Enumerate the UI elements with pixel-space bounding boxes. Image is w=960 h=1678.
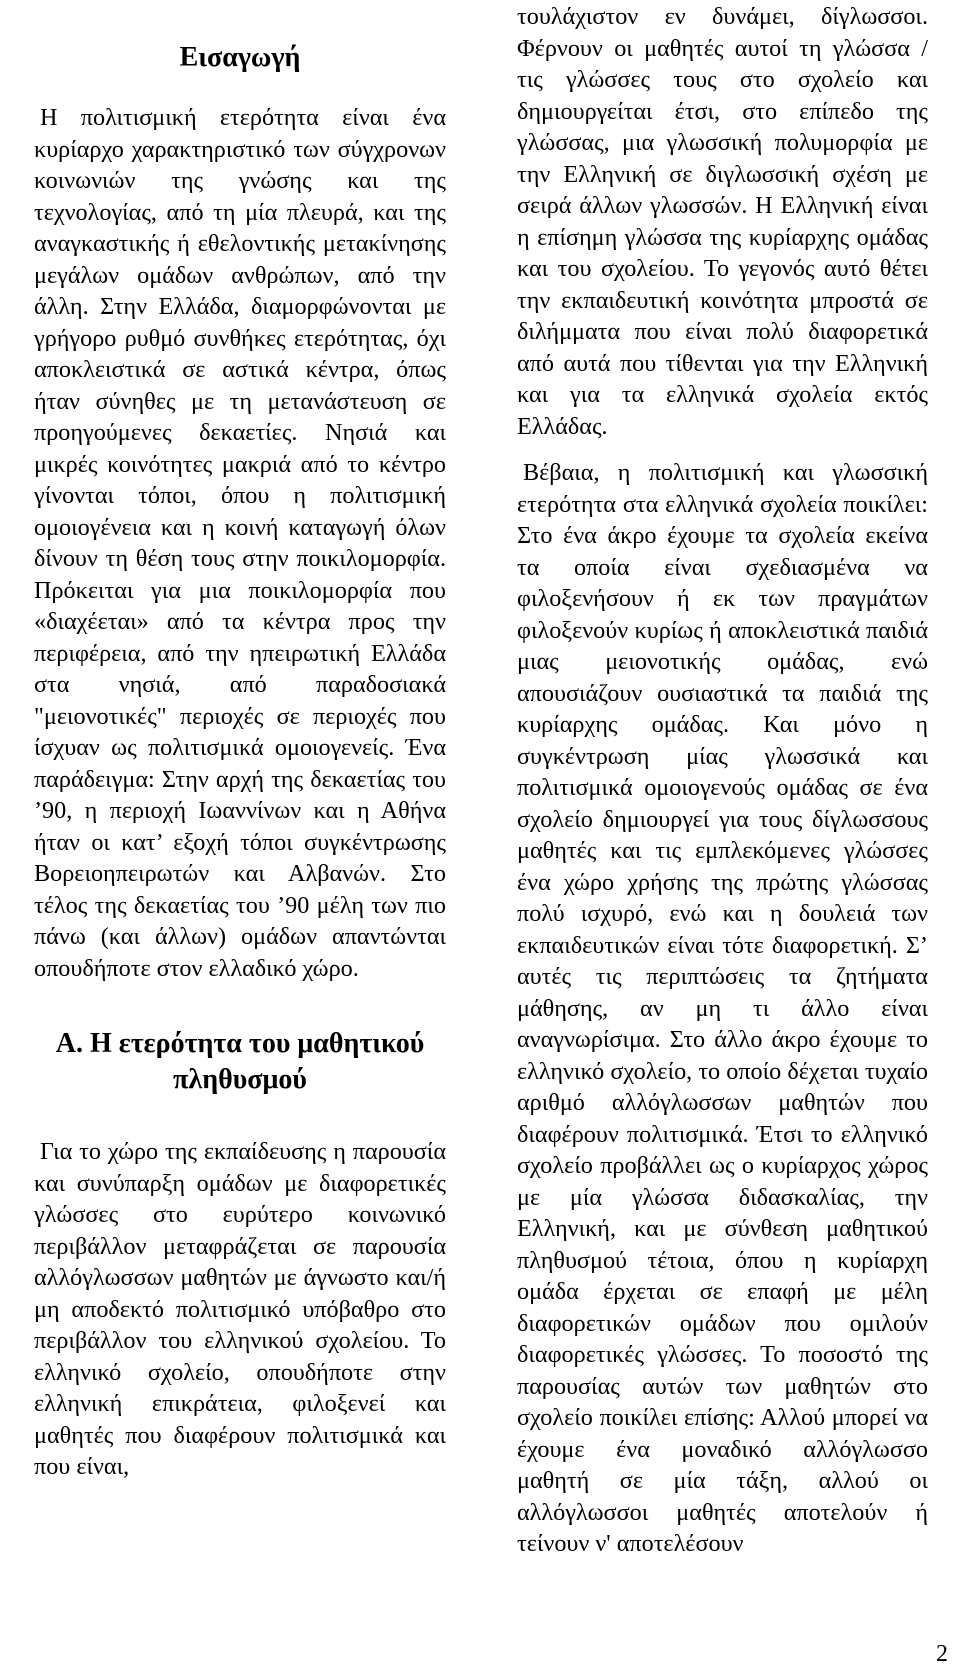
diversity-paragraph: Βέβαια, η πολιτισμική και γλωσσική ετερότητα στα ελληνικά σχολεία ποικίλει: Στο ένα άκρο έχουμε τα σχολεία εκείνα τα οποία είναι σχεδιασμένα να φιλοξενήσουν ή εκ των πραγμάτων φιλοξενούν κυρίως ή αποκλειστικά παιδιά μιας μειονοτικής ομάδας, ενώ απουσιάζουν ουσιαστικά τα παιδιά της κυρίαρχης ομάδας. Και μόνο η συγκέντρωση μίας γλωσσικά και πολιτισμικά ομοιογενούς ομάδας σε ένα σχολείο δημιουργεί για τους δίγλωσσους μαθητές και τις εμπλεκόμενες γλώσσες ένα χώρο χρήσης της πρώτης γλώσσας πολύ ισχυρό, ενώ και η δουλειά των εκπαιδευτικών είναι τότε διαφορετική. Σ’ αυτές τις περιπτώσεις τα ζητήματα μάθησης, αν μη τι άλλο είναι αναγνωρίσιμα. Στο άλλο άκρο έχουμε το ελληνικό σχολείο, το οποίο δέχεται τυχαίο αριθμό αλλόγλωσσων μαθητών που διαφέρουν πολιτισμικά. Έτσι το ελληνικό σχολείο προβάλλει ως ο κυρίαρχος χώρος με μία γλώσσα διδασκαλίας, την Ελληνική, και με σύνθεση μαθητικού πληθυσμού τέτοια, όπου η κυρίαρχη ομάδα έρχεται σε επαφή με μέλη διαφορετικών ομάδων που ομιλούν διαφορετικές γλώσσες. Το ποσοστό της παρουσίας αυτών των μαθητών στο σχολείο ποικίλει επίσης: Αλλού μπορεί να έχουμε ένα μοναδικό αλλόγλωσσο μαθητή σε μία τάξη, αλλού οι αλλόγλωσσοι μαθητές αποτελούν ή τείνουν ν' αποτελέσουν [517, 459, 928, 1557]
introduction-paragraph: Η πολιτισμική ετερότητα είναι ένα κυρίαρχο χαρακτηριστικό των σύγχρονων κοινωνιών της γνώσης και της τεχνολογίας, από τη μία πλευρά, και της αναγκαστικής ή εθελοντικής μετακίνησης μεγάλων ομάδων ανθρώπων, από την άλλη. Στην Ελλάδα, διαμορφώνονται με γρήγορο ρυθμό συνθήκες ετερότητας, όχι αποκλειστικά σε αστικά κέντρα, όπως ήταν σύνηθες με τη μετανάστευση σε προηγούμενες δεκαετίες. Νησιά και μικρές κοινότητες μακριά από το κέντρο γίνονται τόποι, όπου η πολιτισμική ομοιογένεια και η κοινή καταγωγή όλων δίνουν τη θέση τους στην ποικιλομορφία. Πρόκειται για μια ποικιλομορφία που «διαχέεται» από τα κέντρα προς την περιφέρεια, από την ηπειρωτική Ελλάδα στα νησιά, από παραδοσιακά "μειονοτικές" περιοχές σε περιοχές που ίσχυαν ως πολιτισμικά ομοιογενείς. Ένα παράδειγμα: Στην αρχή της δεκαετίας του ’90, η περιοχή Ιωαννίνων και η Αθήνα ήταν οι κατ’ εξοχή τόποι συγκέντρωσης Βορειοηπειρωτών και Αλβανών. Στο τέλος της δεκαετίας του ’90 μέλη των πιο πάνω (και άλλων) ομάδων απαντώνται οπουδήποτε στον ελλαδικό χώρο. [34, 104, 446, 982]
continued-paragraph: τουλάχιστον εν δυνάμει, δίγλωσσοι. Φέρνουν οι μαθητές αυτοί τη γλώσσα / τις γλώσσες τους στο σχολείο και δημιουργείται έτσι, στο επίπεδο της γλώσσας, μια γλωσσική πολυμορφία με την Ελληνική σε διγλωσσική σχέση με σειρά άλλων γλωσσών. Η Ελληνική είναι η επίσημη γλώσσα της κυρίαρχης ομάδας και του σχολείου. Το γεγονός αυτό θέτει την εκπαιδευτική κοινότητα μπροστά σε διλήμματα που είναι πολύ διαφορετικά από αυτά που τίθενται για την Ελληνική και για τα ελληνικά σχολεία εκτός Ελλάδας. [517, 3, 928, 440]
page-number: 2 [936, 1641, 948, 1667]
section-a-heading: Α. Η ετερότητα του μαθητικού πληθυσμού [55, 1028, 425, 1095]
introduction-heading: Εισαγωγή [179, 42, 301, 73]
section-a-paragraph: Για το χώρο της εκπαίδευσης η παρουσία και συνύπαρξη ομάδων με διαφορετικές γλώσσες στο ευρύτερο κοινωνικό περιβάλλον μεταφράζεται σε παρουσία αλλόγλωσσων μαθητών με άγνωστο και/ή μη αποδεκτό πολιτισμικό υπόβαθρο στο περιβάλλον του ελληνικού σχολείου. Το ελληνικό σχολείο, οπουδήποτε στην ελληνική επικράτεια, φιλοξενεί και μαθητές που διαφέρουν πολιτισμικά και που είναι, [34, 1138, 446, 1480]
left-column [34, 40, 446, 1483]
right-column [517, 1, 928, 1560]
